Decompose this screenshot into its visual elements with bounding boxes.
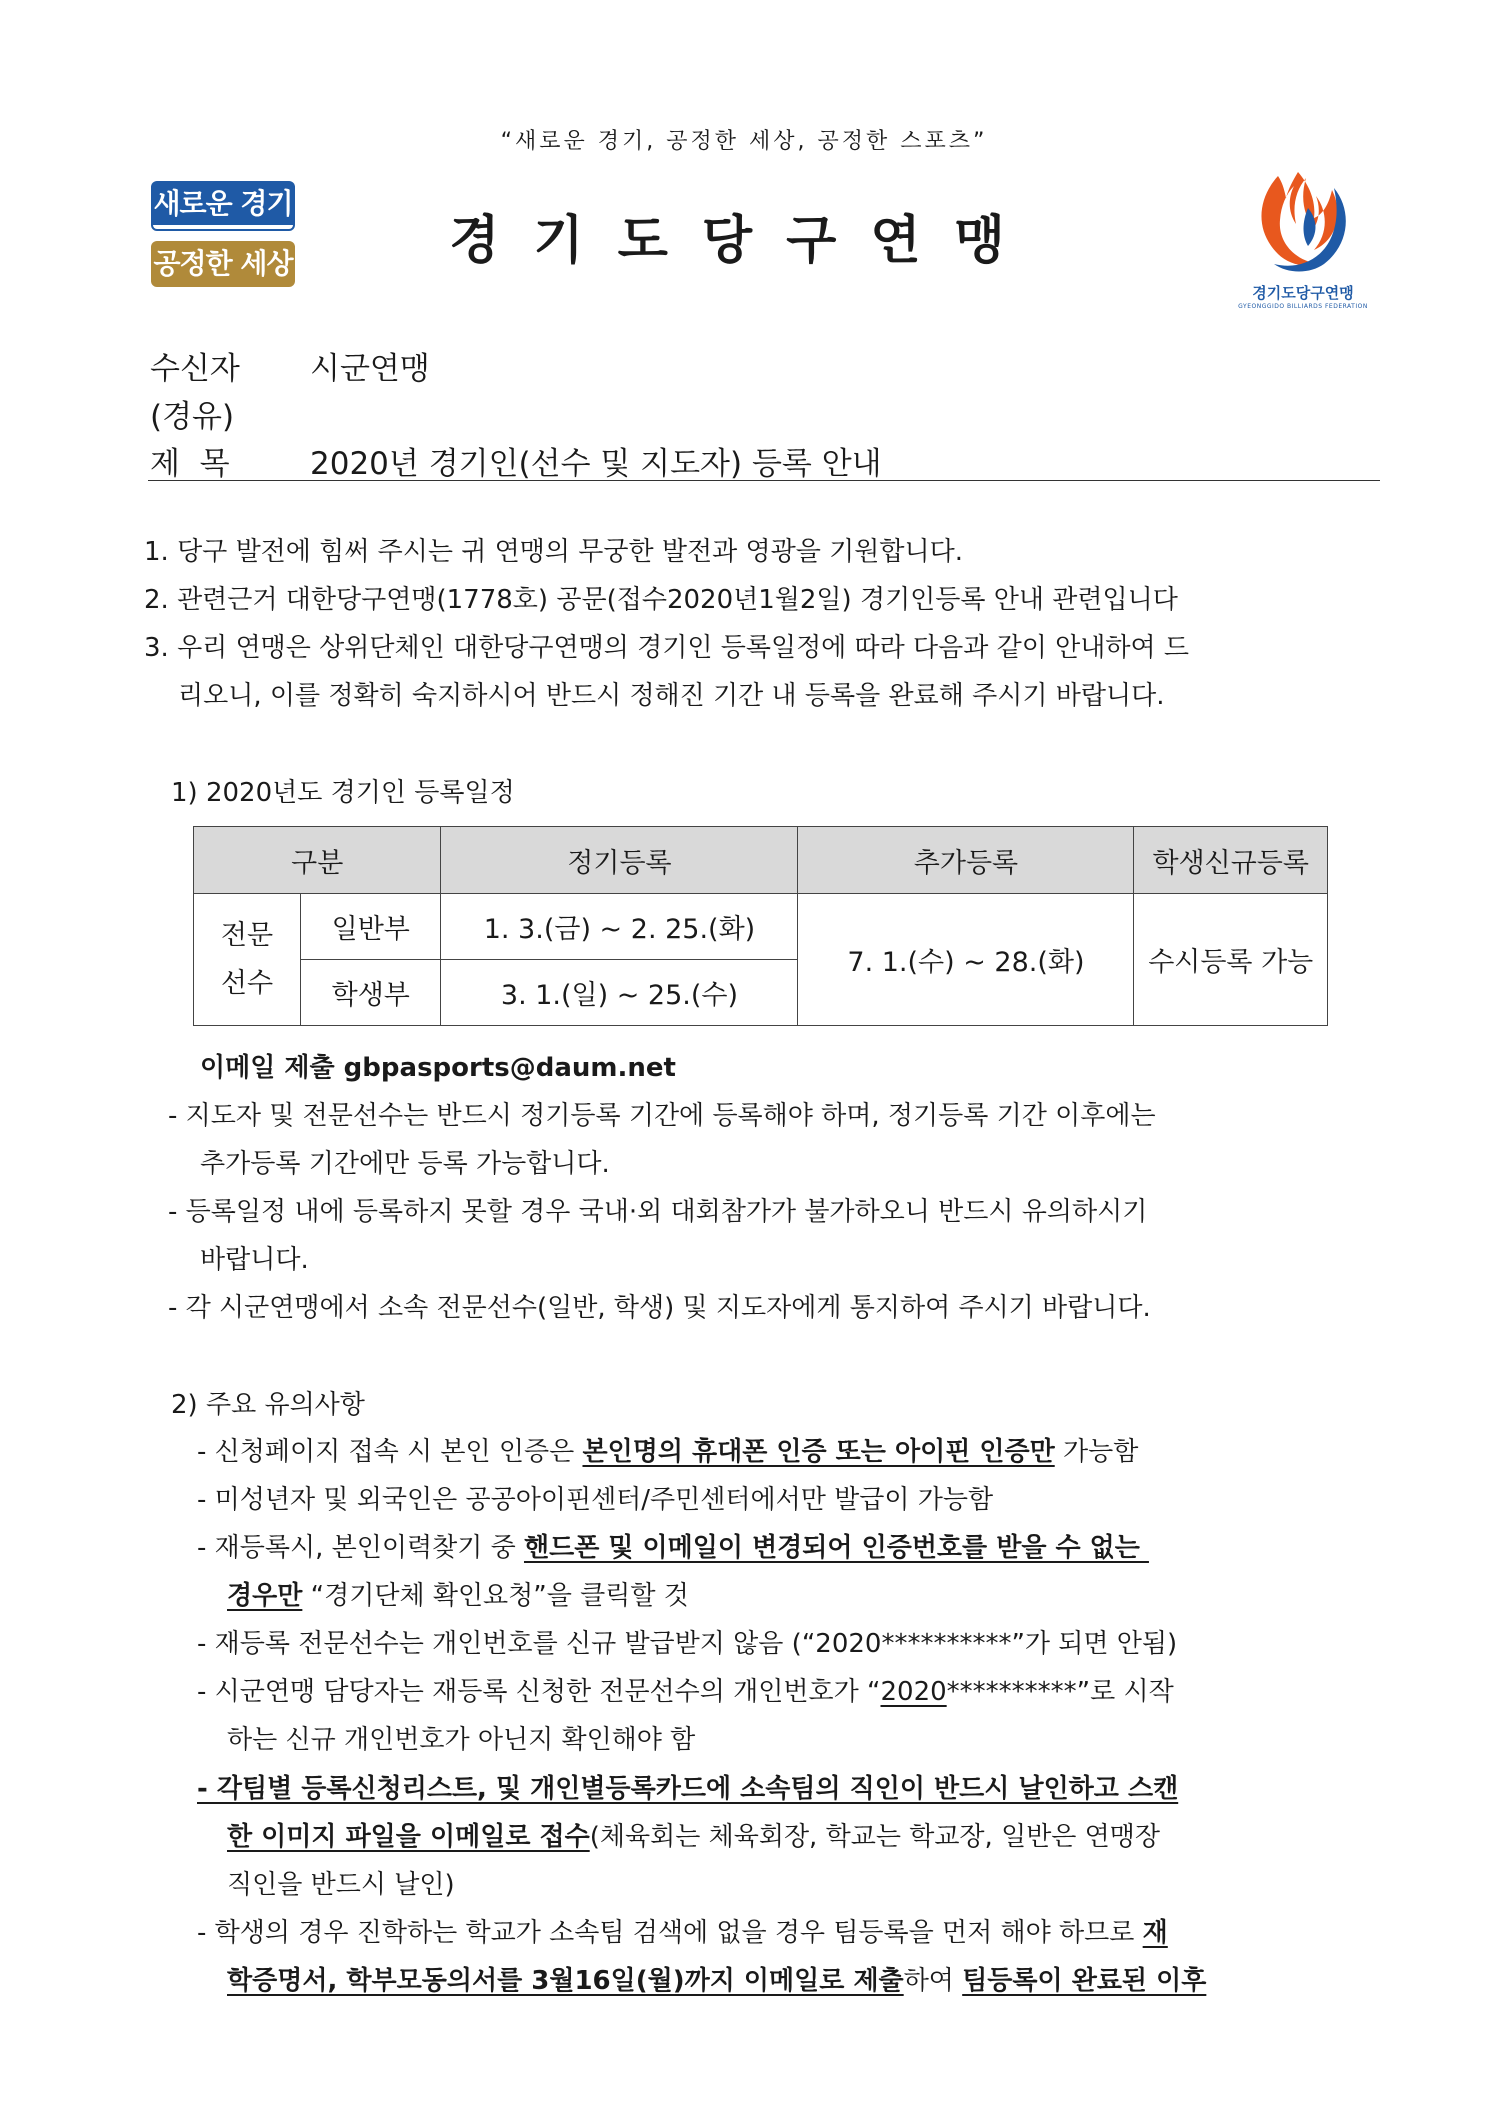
recipient-value: 시군연맹 (310, 351, 430, 387)
note-3: - 각 시군연맹에서 소속 전문선수(일반, 학생) 및 지도자에게 통지하여 주시기 바랍니다. (168, 1293, 1151, 1323)
student-new-registration: 수시등록 가능 (1134, 894, 1328, 1026)
subject-value: 2020년 경기인(선수 및 지도자) 등록 안내 (310, 446, 882, 482)
group-label (194, 894, 301, 1026)
notice-item-3-line-1 (197, 1527, 1149, 1564)
notice-6-end: (체육회는 체육회장, 학교는 학교장, 일반은 연맹장 (589, 1822, 1161, 1852)
notice-item-5-line-1 (197, 1671, 1174, 1708)
via-label: (경유) (150, 399, 235, 435)
right-logo (1228, 168, 1378, 310)
notice-item-1 (197, 1431, 1138, 1468)
notice-item-7-line-1 (197, 1912, 1168, 1949)
row-label-general: 일반부 (301, 894, 441, 960)
notice-1-end: 가능함 (1054, 1437, 1139, 1467)
header-divider (148, 480, 1380, 481)
notice-3-emphasis-cont: 경우만 (227, 1581, 303, 1611)
row-label-student: 학생부 (301, 960, 441, 1026)
notice-item-6-line-2 (227, 1816, 1160, 1853)
additional-period: 7. 1.(수) ~ 28.(화) (798, 894, 1134, 1026)
federation-flame-icon (1248, 168, 1358, 276)
registration-schedule-table (193, 826, 1328, 1026)
table-row (194, 894, 1328, 960)
notice-item-6-line-1 (197, 1768, 1178, 1805)
subject-label: 제 목 (150, 446, 230, 482)
note-2-line-2: 바랍니다. (200, 1245, 309, 1275)
left-logo-line1: 새로운 경기 (153, 183, 293, 229)
paragraph-1: 1. 당구 발전에 힘써 주시는 귀 연맹의 무궁한 발전과 영광을 기원합니다. (144, 537, 963, 567)
notice-item-6-line-3: 직인을 반드시 날인) (227, 1870, 455, 1900)
notice-item-5-line-2: 하는 신규 개인번호가 아닌지 확인해야 함 (227, 1725, 696, 1755)
notice-3-emphasis: 핸드폰 및 이메일이 변경되어 인증번호를 받을 수 없는 (523, 1533, 1149, 1563)
student-regular-period: 3. 1.(일) ~ 25.(수) (441, 960, 798, 1026)
table-header-category: 구분 (194, 827, 441, 894)
section-1-title: 1) 2020년도 경기인 등록일정 (171, 778, 515, 808)
notice-7-mid: 하여 (903, 1966, 963, 1996)
table-header-row (194, 827, 1328, 894)
paragraph-3-line-2: 리오니, 이를 정확히 숙지하시어 반드시 정해진 기간 내 등록을 완료해 주시기 바랍니다. (178, 681, 1165, 711)
notice-5-end: **********”로 시작 (946, 1677, 1174, 1707)
table-header-student-new: 학생신규등록 (1134, 827, 1328, 894)
email-submission: 이메일 제출 gbpasports@daum.net (200, 1053, 676, 1083)
notice-6-emphasis: - 각팀별 등록신청리스트, 및 개인별등록카드에 소속팀의 직인이 반드시 날인하고 스캔 (197, 1774, 1179, 1804)
notice-7-emphasis-cont: 학증명서, 학부모동의서를 3월16일(월)까지 이메일로 제출 (227, 1966, 904, 1996)
notice-item-3-line-2 (227, 1575, 689, 1612)
group-label-line1: 전문 (220, 919, 274, 951)
notice-1-text: - 신청페이지 접속 시 본인 인증은 (197, 1437, 583, 1467)
note-1-line-2: 추가등록 기간에만 등록 가능합니다. (200, 1149, 610, 1179)
table-header-additional: 추가등록 (798, 827, 1134, 894)
group-label-line2: 선수 (220, 967, 274, 999)
note-1-line-1: - 지도자 및 전문선수는 반드시 정기등록 기간에 등록해야 하며, 정기등록 기간 이후에는 (168, 1101, 1156, 1131)
notice-1-emphasis: 본인명의 휴대폰 인증 또는 아이핀 인증만 (582, 1437, 1055, 1467)
notice-5-emphasis: 2020 (880, 1677, 947, 1707)
notice-3-end: “경기단체 확인요청”을 클릭할 것 (302, 1581, 689, 1611)
right-logo-name: 경기도당구연맹 (1252, 284, 1354, 302)
notice-item-7-line-2 (227, 1960, 1206, 1997)
general-regular-period: 1. 3.(금) ~ 2. 25.(화) (441, 894, 798, 960)
paragraph-2: 2. 관련근거 대한당구연맹(1778호) 공문(접수2020년1월2일) 경기인등록 안내 관련입니다 (144, 585, 1178, 615)
document-title: 경기도당구연맹 (449, 211, 1039, 271)
notice-3-text: - 재등록시, 본인이력찾기 중 (197, 1533, 524, 1563)
section-2-title: 2) 주요 유의사항 (171, 1390, 365, 1420)
recipient-label: 수신자 (150, 351, 240, 387)
slogan: “새로운 경기, 공정한 세상, 공정한 스포츠” (500, 129, 988, 154)
notice-6-emphasis-cont: 한 이미지 파일을 이메일로 접수 (227, 1822, 590, 1852)
notice-7-emphasis-end: 팀등록이 완료된 이후 (962, 1966, 1207, 1996)
right-logo-en: GYEONGGIDO BILLIARDS FEDERATION (1238, 303, 1368, 310)
left-logo-line2: 공정한 세상 (153, 243, 293, 285)
notice-7-emphasis: 재 (1142, 1918, 1168, 1948)
notice-item-4: - 재등록 전문선수는 개인번호를 신규 발급받지 않음 (“2020**********”가 되면 안됨) (197, 1629, 1178, 1659)
notice-item-2: - 미성년자 및 외국인은 공공아이핀센터/주민센터에서만 발급이 가능함 (197, 1485, 994, 1515)
notice-5-text: - 시군연맹 담당자는 재등록 신청한 전문선수의 개인번호가 “ (197, 1677, 881, 1707)
table-header-regular: 정기등록 (441, 827, 798, 894)
paragraph-3-line-1: 3. 우리 연맹은 상위단체인 대한당구연맹의 경기인 등록일정에 따라 다음과 같이 안내하여 드 (144, 633, 1190, 663)
note-2-line-1: - 등록일정 내에 등록하지 못할 경우 국내·외 대회참가가 불가하오니 반드시 유의하시기 (168, 1197, 1148, 1227)
notice-7-text: - 학생의 경우 진학하는 학교가 소속팀 검색에 없을 경우 팀등록을 먼저 해야 하므로 (197, 1918, 1143, 1948)
